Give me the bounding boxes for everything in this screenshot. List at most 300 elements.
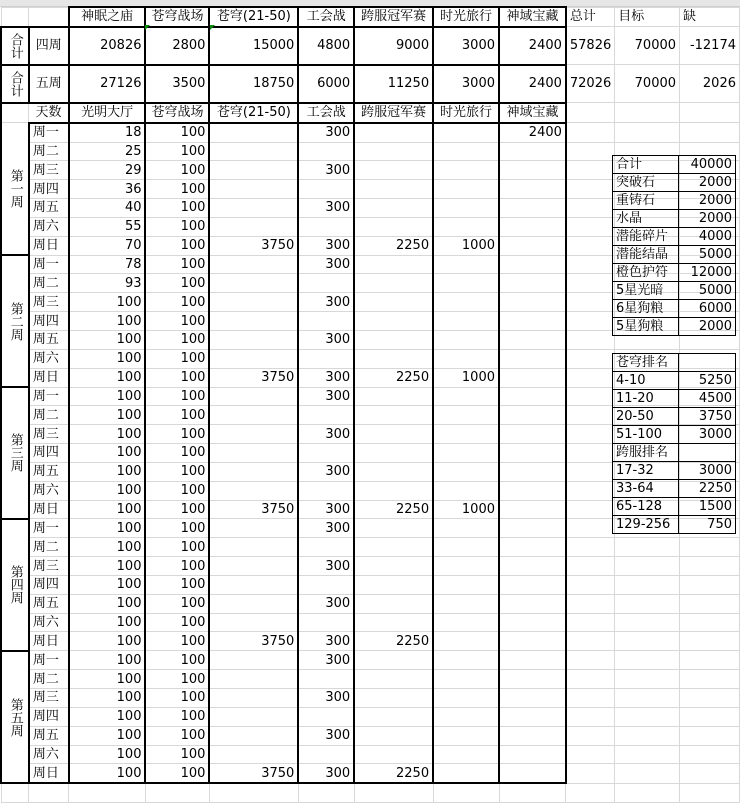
day-value[interactable] (354, 745, 433, 764)
day-value[interactable]: 100 (69, 406, 146, 425)
day-value[interactable]: 55 (69, 217, 146, 236)
column-header[interactable]: 工会战 (298, 7, 354, 27)
day-value[interactable] (433, 538, 499, 557)
week-label[interactable]: 第四周 (1, 519, 29, 651)
day-value[interactable] (209, 274, 298, 293)
day-value[interactable] (298, 444, 354, 463)
empty-cell[interactable] (615, 103, 680, 123)
day-value[interactable] (433, 180, 499, 199)
day-value[interactable]: 1000 (433, 368, 499, 387)
day-value[interactable] (354, 444, 433, 463)
rankings-label[interactable]: 129-256 (613, 516, 679, 534)
day-label[interactable]: 周日 (29, 500, 69, 519)
costs-label[interactable]: 突破石 (613, 174, 679, 192)
day-value[interactable]: 300 (298, 161, 354, 180)
detail-column-header[interactable]: 苍穹(21-50) (209, 103, 298, 123)
rankings-label[interactable]: 苍穹排名 (613, 354, 679, 372)
day-value[interactable] (298, 745, 354, 764)
day-value[interactable] (354, 123, 433, 142)
column-header[interactable]: 目标 (615, 7, 680, 27)
day-value[interactable] (209, 444, 298, 463)
day-value[interactable] (433, 161, 499, 180)
empty-cell[interactable] (29, 783, 69, 802)
day-value[interactable]: 100 (145, 180, 209, 199)
empty-cell[interactable] (566, 293, 615, 312)
empty-cell[interactable] (615, 745, 680, 764)
day-label[interactable]: 周一 (29, 255, 69, 274)
day-label[interactable]: 周五 (29, 462, 69, 481)
day-value[interactable]: 100 (69, 293, 146, 312)
day-label[interactable]: 周四 (29, 312, 69, 331)
day-value[interactable] (209, 387, 298, 406)
day-value[interactable] (354, 406, 433, 425)
day-value[interactable]: 100 (145, 161, 209, 180)
day-value[interactable] (298, 481, 354, 500)
day-value[interactable]: 100 (145, 500, 209, 519)
day-value[interactable] (499, 462, 566, 481)
costs-value[interactable]: 2000 (679, 174, 736, 192)
day-value[interactable]: 100 (69, 387, 146, 406)
day-value[interactable] (354, 293, 433, 312)
day-value[interactable]: 300 (298, 557, 354, 576)
day-value[interactable]: 100 (69, 670, 146, 689)
summary-target[interactable]: 70000 (615, 65, 680, 103)
summary-value[interactable]: 2400 (499, 27, 566, 65)
day-value[interactable] (354, 180, 433, 199)
day-value[interactable] (354, 726, 433, 745)
summary-period[interactable]: 四周 (29, 27, 69, 65)
day-value[interactable] (433, 594, 499, 613)
empty-cell[interactable] (680, 103, 740, 123)
summary-total[interactable]: 57826 (566, 27, 615, 65)
day-value[interactable] (499, 161, 566, 180)
day-value[interactable] (298, 312, 354, 331)
day-value[interactable]: 100 (145, 538, 209, 557)
day-value[interactable]: 100 (145, 594, 209, 613)
day-value[interactable]: 100 (145, 349, 209, 368)
empty-cell[interactable] (615, 632, 680, 651)
day-value[interactable] (433, 312, 499, 331)
empty-cell[interactable] (615, 726, 680, 745)
empty-cell[interactable] (615, 613, 680, 632)
costs-value[interactable]: 5000 (679, 246, 736, 264)
summary-value[interactable]: 11250 (354, 65, 433, 103)
column-header[interactable]: 神域宝藏 (499, 7, 566, 27)
day-value[interactable] (433, 707, 499, 726)
empty-cell[interactable] (566, 632, 615, 651)
empty-cell[interactable] (615, 557, 680, 576)
day-value[interactable] (499, 689, 566, 708)
day-value[interactable] (354, 651, 433, 670)
day-value[interactable]: 100 (69, 689, 146, 708)
empty-cell[interactable] (566, 103, 615, 123)
day-value[interactable]: 100 (145, 142, 209, 161)
day-value[interactable] (354, 481, 433, 500)
day-value[interactable] (499, 180, 566, 199)
rankings-value[interactable] (679, 354, 736, 372)
day-value[interactable]: 100 (145, 406, 209, 425)
day-value[interactable]: 300 (298, 123, 354, 142)
day-value[interactable] (433, 387, 499, 406)
day-value[interactable] (209, 594, 298, 613)
day-value[interactable]: 100 (69, 481, 146, 500)
day-label[interactable]: 周五 (29, 330, 69, 349)
costs-label[interactable]: 潜能结晶 (613, 246, 679, 264)
day-value[interactable] (209, 349, 298, 368)
day-value[interactable] (354, 462, 433, 481)
day-value[interactable] (298, 538, 354, 557)
empty-cell[interactable] (680, 557, 740, 576)
day-value[interactable]: 36 (69, 180, 146, 199)
day-value[interactable] (499, 236, 566, 255)
day-value[interactable] (433, 425, 499, 444)
day-value[interactable] (298, 707, 354, 726)
day-value[interactable] (433, 726, 499, 745)
day-value[interactable]: 100 (145, 575, 209, 594)
empty-cell[interactable] (566, 726, 615, 745)
costs-label[interactable]: 6星狗粮 (613, 300, 679, 318)
day-value[interactable]: 100 (145, 236, 209, 255)
day-value[interactable] (433, 613, 499, 632)
empty-cell[interactable] (615, 651, 680, 670)
day-value[interactable] (209, 519, 298, 538)
costs-value[interactable]: 5000 (679, 282, 736, 300)
day-value[interactable] (499, 500, 566, 519)
summary-value[interactable]: 20826 (69, 27, 146, 65)
empty-cell[interactable] (566, 255, 615, 274)
empty-cell[interactable] (566, 444, 615, 463)
day-value[interactable]: 300 (298, 632, 354, 651)
day-value[interactable] (433, 274, 499, 293)
day-value[interactable]: 100 (145, 764, 209, 783)
day-value[interactable] (209, 180, 298, 199)
day-value[interactable] (209, 217, 298, 236)
day-value[interactable]: 100 (69, 575, 146, 594)
day-value[interactable] (499, 764, 566, 783)
empty-cell[interactable] (566, 161, 615, 180)
day-value[interactable] (433, 330, 499, 349)
day-value[interactable] (298, 613, 354, 632)
empty-cell[interactable] (615, 689, 680, 708)
day-value[interactable] (354, 255, 433, 274)
rankings-label[interactable]: 65-128 (613, 498, 679, 516)
day-value[interactable]: 25 (69, 142, 146, 161)
summary-value[interactable]: 9000 (354, 27, 433, 65)
detail-column-header[interactable]: 天数 (29, 103, 69, 123)
day-value[interactable]: 100 (145, 462, 209, 481)
empty-cell[interactable] (680, 594, 740, 613)
empty-cell[interactable] (615, 783, 680, 802)
day-value[interactable]: 100 (69, 745, 146, 764)
day-value[interactable] (433, 575, 499, 594)
empty-cell[interactable] (566, 199, 615, 218)
day-value[interactable] (298, 274, 354, 293)
costs-value[interactable]: 40000 (679, 156, 736, 174)
day-value[interactable]: 300 (298, 293, 354, 312)
day-value[interactable] (209, 330, 298, 349)
day-value[interactable]: 100 (69, 632, 146, 651)
day-value[interactable] (433, 651, 499, 670)
day-value[interactable]: 2250 (354, 368, 433, 387)
day-value[interactable] (499, 387, 566, 406)
day-value[interactable]: 300 (298, 594, 354, 613)
day-value[interactable] (499, 142, 566, 161)
summary-value[interactable]: 15000 (209, 27, 298, 65)
summary-total[interactable]: 72026 (566, 65, 615, 103)
day-value[interactable]: 100 (69, 557, 146, 576)
day-label[interactable]: 周一 (29, 519, 69, 538)
day-value[interactable]: 100 (145, 199, 209, 218)
empty-cell[interactable] (354, 783, 433, 802)
day-value[interactable] (209, 161, 298, 180)
day-value[interactable]: 100 (145, 481, 209, 500)
day-value[interactable]: 100 (145, 519, 209, 538)
day-value[interactable]: 100 (145, 368, 209, 387)
day-value[interactable] (209, 255, 298, 274)
day-value[interactable]: 1000 (433, 236, 499, 255)
empty-cell[interactable] (566, 519, 615, 538)
day-value[interactable] (354, 274, 433, 293)
detail-column-header[interactable]: 苍穹战场 (145, 103, 209, 123)
day-label[interactable]: 周二 (29, 406, 69, 425)
costs-label[interactable]: 潜能碎片 (613, 228, 679, 246)
day-value[interactable]: 100 (69, 312, 146, 331)
day-value[interactable] (433, 670, 499, 689)
day-value[interactable] (433, 481, 499, 500)
summary-value[interactable]: 6000 (298, 65, 354, 103)
empty-cell[interactable] (566, 462, 615, 481)
day-value[interactable]: 100 (69, 707, 146, 726)
day-value[interactable] (298, 180, 354, 199)
empty-cell[interactable] (566, 406, 615, 425)
summary-value[interactable]: 18750 (209, 65, 298, 103)
empty-cell[interactable] (566, 783, 615, 802)
summary-value[interactable]: 3000 (433, 65, 499, 103)
day-label[interactable]: 周一 (29, 123, 69, 142)
day-value[interactable] (499, 425, 566, 444)
week-label[interactable]: 第三周 (1, 387, 29, 519)
day-value[interactable]: 300 (298, 500, 354, 519)
day-value[interactable] (499, 330, 566, 349)
day-label[interactable]: 周六 (29, 481, 69, 500)
day-value[interactable] (433, 557, 499, 576)
day-value[interactable]: 100 (69, 726, 146, 745)
day-label[interactable]: 周二 (29, 274, 69, 293)
day-value[interactable] (209, 312, 298, 331)
empty-cell[interactable] (145, 783, 209, 802)
day-value[interactable]: 100 (69, 519, 146, 538)
rankings-label[interactable]: 4-10 (613, 372, 679, 390)
day-value[interactable] (499, 726, 566, 745)
corner-cell[interactable] (29, 7, 69, 27)
day-label[interactable]: 周五 (29, 726, 69, 745)
day-value[interactable] (433, 199, 499, 218)
day-value[interactable]: 300 (298, 462, 354, 481)
day-value[interactable]: 100 (145, 387, 209, 406)
summary-lack[interactable]: -12174 (680, 27, 740, 65)
day-value[interactable] (209, 142, 298, 161)
rankings-value[interactable]: 750 (679, 516, 736, 534)
empty-cell[interactable] (680, 632, 740, 651)
day-label[interactable]: 周六 (29, 349, 69, 368)
day-label[interactable]: 周五 (29, 594, 69, 613)
day-value[interactable]: 70 (69, 236, 146, 255)
empty-cell[interactable] (680, 783, 740, 802)
day-value[interactable]: 300 (298, 199, 354, 218)
day-value[interactable]: 100 (145, 123, 209, 142)
day-value[interactable] (209, 481, 298, 500)
empty-cell[interactable] (566, 670, 615, 689)
empty-cell[interactable] (298, 783, 354, 802)
empty-cell[interactable] (566, 613, 615, 632)
empty-cell[interactable] (615, 764, 680, 783)
day-value[interactable] (433, 444, 499, 463)
summary-label[interactable]: 合计 (1, 65, 29, 103)
empty-cell[interactable] (566, 575, 615, 594)
costs-value[interactable]: 2000 (679, 210, 736, 228)
day-value[interactable]: 300 (298, 330, 354, 349)
day-value[interactable] (499, 274, 566, 293)
costs-label[interactable]: 5星光暗 (613, 282, 679, 300)
empty-cell[interactable] (680, 670, 740, 689)
day-value[interactable]: 78 (69, 255, 146, 274)
empty-cell[interactable] (499, 783, 566, 802)
day-value[interactable]: 300 (298, 387, 354, 406)
empty-cell[interactable] (680, 745, 740, 764)
day-value[interactable] (354, 557, 433, 576)
day-label[interactable]: 周六 (29, 217, 69, 236)
empty-cell[interactable] (566, 180, 615, 199)
empty-cell[interactable] (566, 236, 615, 255)
day-value[interactable] (499, 255, 566, 274)
day-label[interactable]: 周六 (29, 613, 69, 632)
empty-cell[interactable] (615, 538, 680, 557)
day-value[interactable] (499, 575, 566, 594)
day-value[interactable] (209, 406, 298, 425)
week-label[interactable]: 第五周 (1, 651, 29, 783)
empty-cell[interactable] (69, 783, 146, 802)
rankings-value[interactable]: 1500 (679, 498, 736, 516)
day-value[interactable] (209, 425, 298, 444)
empty-cell[interactable] (566, 387, 615, 406)
empty-cell[interactable] (566, 312, 615, 331)
rankings-value[interactable]: 3000 (679, 462, 736, 480)
day-value[interactable]: 100 (69, 349, 146, 368)
day-value[interactable]: 100 (69, 462, 146, 481)
day-value[interactable]: 300 (298, 764, 354, 783)
empty-cell[interactable] (566, 481, 615, 500)
day-value[interactable] (354, 161, 433, 180)
day-value[interactable]: 100 (69, 651, 146, 670)
day-value[interactable] (433, 632, 499, 651)
empty-cell[interactable] (566, 349, 615, 368)
column-header[interactable]: 缺 (680, 7, 740, 27)
day-value[interactable] (354, 425, 433, 444)
empty-cell[interactable] (566, 368, 615, 387)
day-value[interactable] (499, 594, 566, 613)
costs-label[interactable]: 5星狗粮 (613, 318, 679, 336)
day-value[interactable]: 100 (145, 651, 209, 670)
day-value[interactable]: 300 (298, 651, 354, 670)
day-value[interactable] (298, 670, 354, 689)
day-value[interactable] (433, 142, 499, 161)
day-value[interactable] (209, 745, 298, 764)
day-label[interactable]: 周一 (29, 387, 69, 406)
day-value[interactable] (209, 123, 298, 142)
empty-cell[interactable] (615, 707, 680, 726)
costs-value[interactable]: 2000 (679, 192, 736, 210)
day-value[interactable] (209, 651, 298, 670)
day-value[interactable] (354, 312, 433, 331)
day-label[interactable]: 周四 (29, 444, 69, 463)
day-value[interactable]: 100 (145, 613, 209, 632)
summary-target[interactable]: 70000 (615, 27, 680, 65)
day-label[interactable]: 周六 (29, 745, 69, 764)
day-value[interactable] (298, 349, 354, 368)
day-value[interactable] (209, 199, 298, 218)
day-value[interactable] (354, 613, 433, 632)
empty-cell[interactable] (566, 330, 615, 349)
empty-cell[interactable] (566, 425, 615, 444)
day-value[interactable] (354, 217, 433, 236)
day-value[interactable]: 2250 (354, 500, 433, 519)
rankings-value[interactable]: 2250 (679, 480, 736, 498)
summary-lack[interactable]: 2026 (680, 65, 740, 103)
empty-cell[interactable] (566, 689, 615, 708)
empty-cell[interactable] (566, 142, 615, 161)
day-value[interactable]: 2250 (354, 764, 433, 783)
day-value[interactable]: 2250 (354, 236, 433, 255)
day-value[interactable]: 100 (145, 255, 209, 274)
day-label[interactable]: 周日 (29, 632, 69, 651)
column-header[interactable]: 总计 (566, 7, 615, 27)
day-value[interactable]: 3750 (209, 632, 298, 651)
detail-column-header[interactable]: 工会战 (298, 103, 354, 123)
column-header[interactable]: 神眠之庙 (69, 7, 146, 27)
day-value[interactable] (499, 217, 566, 236)
day-value[interactable] (354, 689, 433, 708)
day-value[interactable]: 100 (145, 312, 209, 331)
day-value[interactable] (298, 142, 354, 161)
costs-value[interactable]: 4000 (679, 228, 736, 246)
day-value[interactable] (354, 387, 433, 406)
costs-label[interactable]: 橙色护符 (613, 264, 679, 282)
rankings-label[interactable]: 51-100 (613, 426, 679, 444)
rankings-label[interactable]: 11-20 (613, 390, 679, 408)
empty-cell[interactable] (209, 783, 298, 802)
day-label[interactable]: 周日 (29, 236, 69, 255)
day-value[interactable] (499, 406, 566, 425)
day-value[interactable]: 100 (69, 764, 146, 783)
empty-cell[interactable] (566, 500, 615, 519)
day-value[interactable] (354, 330, 433, 349)
day-value[interactable]: 300 (298, 425, 354, 444)
day-value[interactable]: 100 (145, 330, 209, 349)
day-value[interactable] (499, 368, 566, 387)
day-value[interactable] (499, 632, 566, 651)
day-label[interactable]: 周四 (29, 180, 69, 199)
empty-cell[interactable] (615, 123, 680, 142)
empty-cell[interactable] (680, 613, 740, 632)
day-value[interactable]: 100 (145, 217, 209, 236)
corner-cell[interactable] (1, 7, 29, 27)
day-value[interactable] (499, 745, 566, 764)
day-value[interactable]: 1000 (433, 500, 499, 519)
day-value[interactable]: 100 (145, 632, 209, 651)
day-value[interactable]: 300 (298, 368, 354, 387)
empty-cell[interactable] (680, 689, 740, 708)
day-value[interactable] (209, 462, 298, 481)
